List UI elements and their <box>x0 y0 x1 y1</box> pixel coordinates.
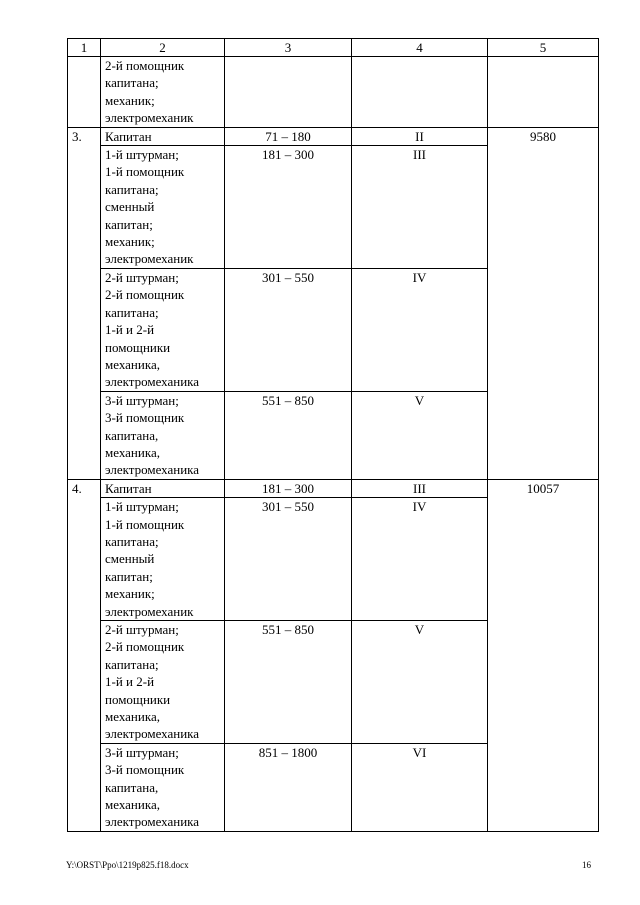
group-cell: IV <box>352 498 488 621</box>
position-cell: 2-й помощник капитана; механик; электромеханик <box>101 57 225 128</box>
group-cell: IV <box>352 268 488 391</box>
column-header-2: 2 <box>101 39 225 57</box>
range-cell: 181 – 300 <box>225 146 352 269</box>
range-cell: 71 – 180 <box>225 127 352 145</box>
group-cell <box>352 57 488 128</box>
page-number: 16 <box>582 860 591 870</box>
position-cell: 3-й штурман; 3-й помощник капитана, механика, электромеханика <box>101 743 225 831</box>
row-number-3: 3. <box>68 127 101 479</box>
range-cell: 181 – 300 <box>225 479 352 497</box>
position-cell: 2-й штурман; 2-й помощник капитана; 1-й и 2-й помощники механика, электромеханика <box>101 268 225 391</box>
position-cell: 1-й штурман; 1-й помощник капитана; сменный капитан; механик; электромеханик <box>101 146 225 269</box>
range-cell: 551 – 850 <box>225 621 352 744</box>
position-cell: Капитан <box>101 479 225 497</box>
position-cell: Капитан <box>101 127 225 145</box>
group-cell: III <box>352 146 488 269</box>
position-cell: 2-й штурман; 2-й помощник капитана; 1-й и 2-й помощники механика, электромеханика <box>101 621 225 744</box>
group-cell: V <box>352 621 488 744</box>
range-cell: 851 – 1800 <box>225 743 352 831</box>
range-cell <box>225 57 352 128</box>
group-cell: II <box>352 127 488 145</box>
salary-table <box>67 38 599 832</box>
group-cell: III <box>352 479 488 497</box>
table-row <box>68 127 599 145</box>
table-row-continuation <box>68 57 599 128</box>
footer-file-path: Y:\ORST\Ppo\1219p825.f18.docx <box>66 860 189 870</box>
range-cell: 551 – 850 <box>225 391 352 479</box>
range-cell: 301 – 550 <box>225 498 352 621</box>
position-cell: 3-й штурман; 3-й помощник капитана, механика, электромеханика <box>101 391 225 479</box>
table-row <box>68 479 599 497</box>
column-header-4: 4 <box>352 39 488 57</box>
salary-cell: 9580 <box>488 127 599 479</box>
number-cell <box>68 57 101 128</box>
row-number-4: 4. <box>68 479 101 831</box>
column-header-1: 1 <box>68 39 101 57</box>
column-header-5: 5 <box>488 39 599 57</box>
position-cell: 1-й штурман; 1-й помощник капитана; сменный капитан; механик; электромеханик <box>101 498 225 621</box>
group-cell: VI <box>352 743 488 831</box>
group-cell: V <box>352 391 488 479</box>
column-header-3: 3 <box>225 39 352 57</box>
salary-cell: 10057 <box>488 479 599 831</box>
table-header-row <box>68 39 599 57</box>
salary-cell <box>488 57 599 128</box>
range-cell: 301 – 550 <box>225 268 352 391</box>
